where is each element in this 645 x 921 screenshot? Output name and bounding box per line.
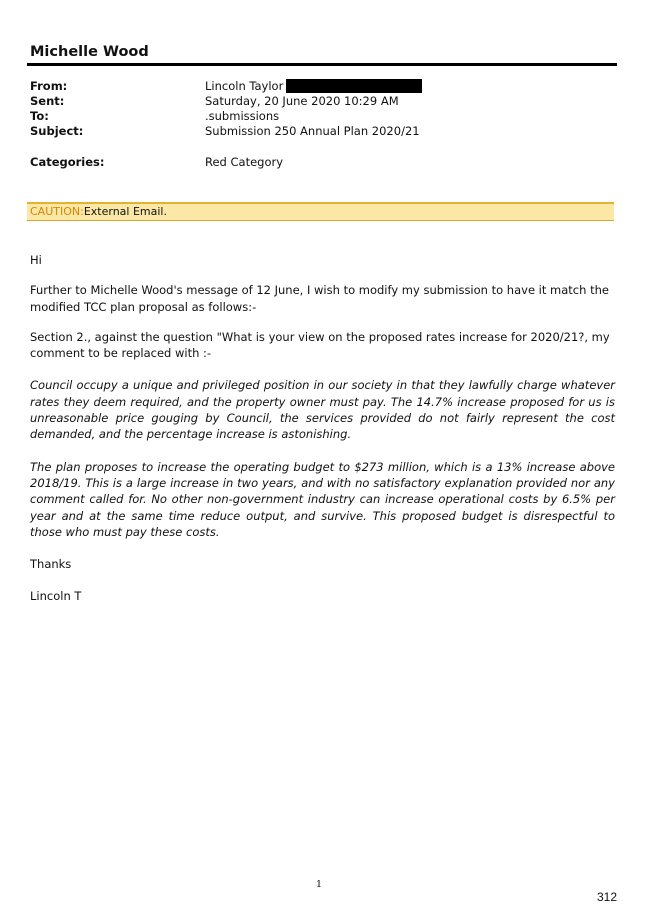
header-row-to <box>30 109 615 124</box>
body-paragraph-2: Section 2., against the question "What is your view on the proposed rates increase for 2020/21?, my comment to be replaced with :- <box>30 329 610 361</box>
quoted-comment-1: Council occupy a unique and privileged position in our society in that they lawfully charge whatever rates they deem required, and the property owner must pay. The 14.7% increase proposed for us is unreasonable price gouging by Council, the services provided do not fairly represent the cost demanded, and the percentage increase is astonishing. <box>30 378 615 442</box>
closing: Thanks <box>30 557 72 572</box>
from-value <box>205 79 422 94</box>
signature: Lincoln T <box>30 589 82 604</box>
caution-word: CAUTION: <box>30 205 84 218</box>
subject-label: Subject: <box>30 124 84 138</box>
subject-value: Submission 250 Annual Plan 2020/21 <box>205 124 420 138</box>
header-row-subject <box>30 124 615 139</box>
header-row-sent <box>30 94 615 109</box>
from-name: Lincoln Taylor <box>205 79 284 93</box>
header-row-from <box>30 79 615 94</box>
to-label: To: <box>30 109 49 123</box>
caution-text: External Email. <box>83 205 167 218</box>
from-label: From: <box>30 79 68 93</box>
categories-value: Red Category <box>205 155 284 169</box>
sent-label: Sent: <box>30 94 65 108</box>
sent-value: Saturday, 20 June 2020 10:29 AM <box>205 94 399 108</box>
document-number: 312 <box>597 890 618 904</box>
page-number: 1 <box>316 879 323 890</box>
title-divider <box>27 63 617 66</box>
redaction-block <box>286 79 422 93</box>
to-value: .submissions <box>205 109 280 123</box>
categories-label: Categories: <box>30 155 105 169</box>
email-body <box>30 252 615 605</box>
body-paragraph-1: Further to Michelle Wood's message of 12 June, I wish to modify my submission to have it match the modified TCC plan proposal as follows:- <box>30 283 609 314</box>
page-title: Michelle Wood <box>30 44 149 60</box>
greeting: Hi <box>30 253 42 267</box>
external-email-banner <box>27 202 614 221</box>
email-headers <box>30 79 615 170</box>
header-row-categories <box>30 155 615 170</box>
quoted-comment-2: The plan proposes to increase the operating budget to $273 million, which is a 13% increase above 2018/19. This is a large increase in two years, and with no satisfactory explanation provided nor any comment called for. No other non-government industry can increase operational costs by 6.5% per year and at the same time reduce output, and survive. This proposed budget is disrespectful to those who must pay these costs. <box>30 459 615 539</box>
